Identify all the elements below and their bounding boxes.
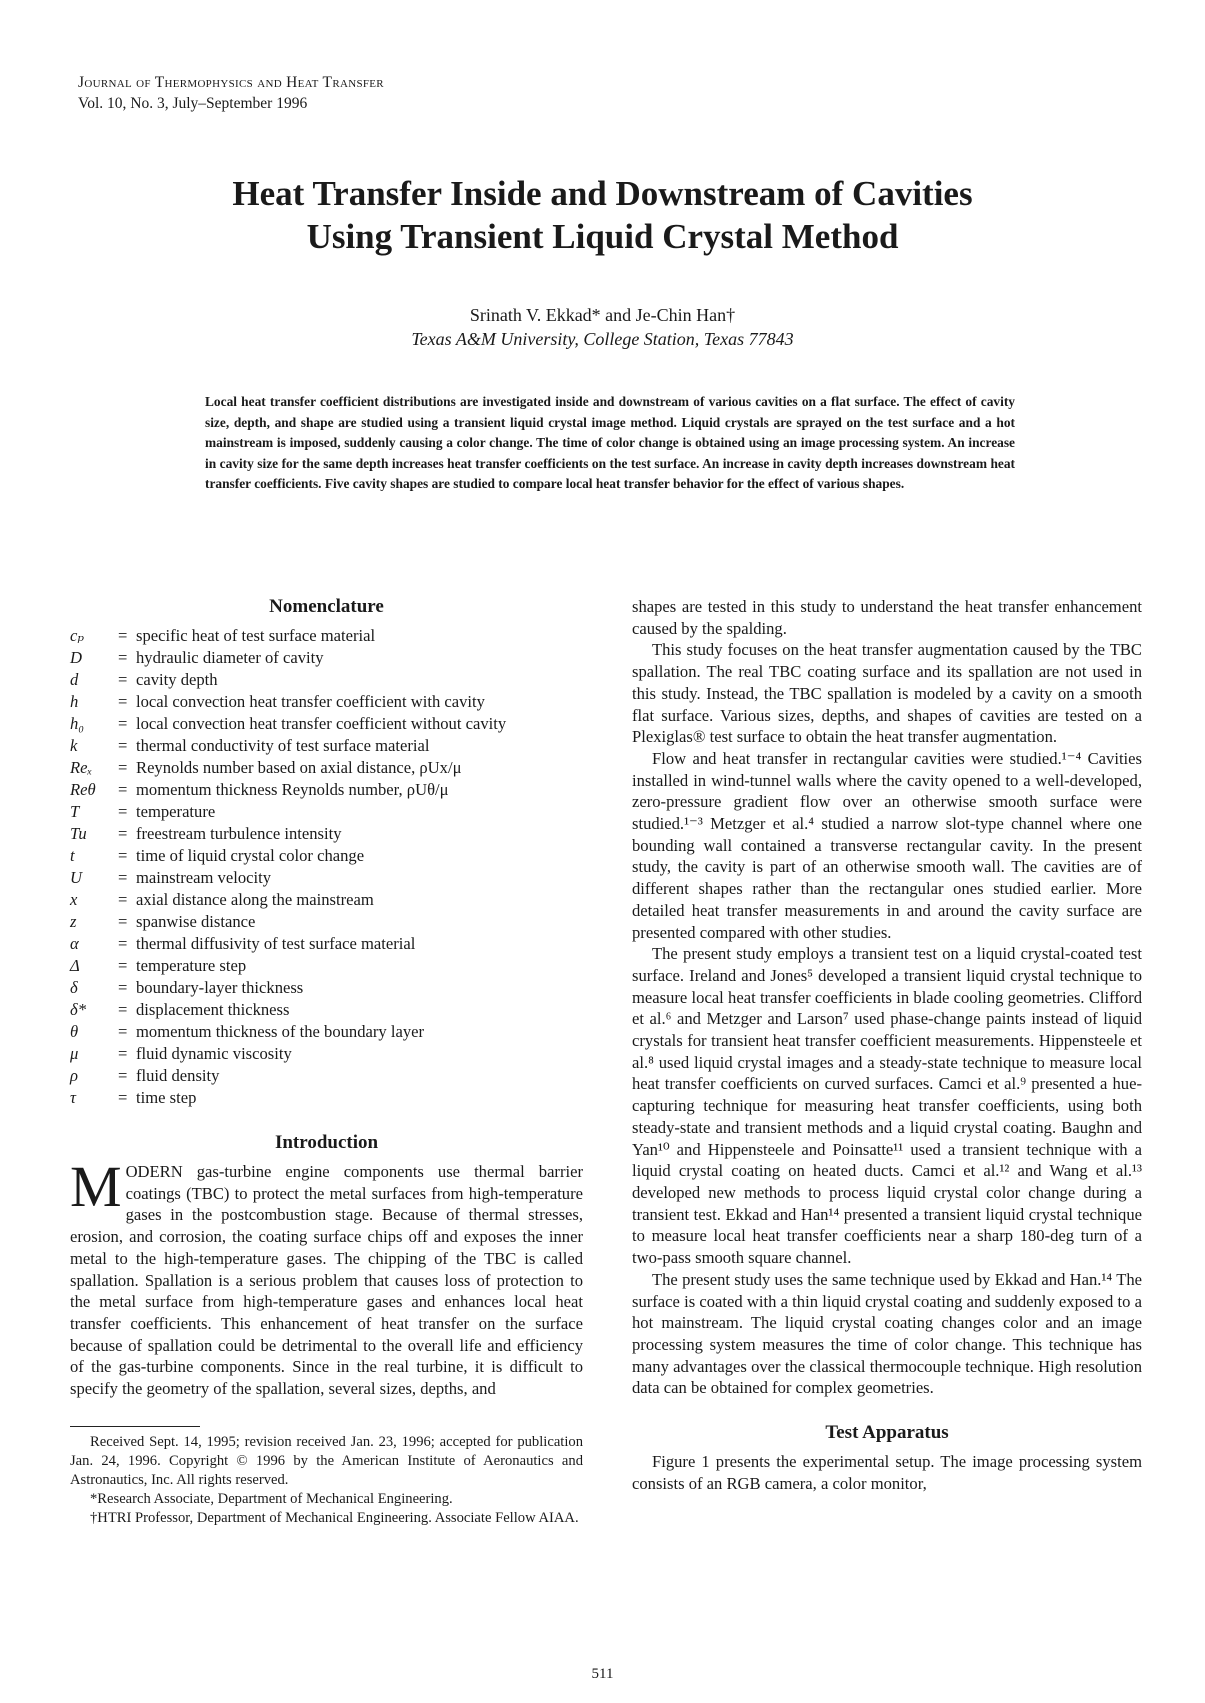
nomenclature-definition: momentum thickness Reynolds number, ρUθ/μ: [136, 780, 449, 799]
nomenclature-row: [70, 867, 583, 889]
introduction-paragraph: [70, 1154, 583, 1400]
abstract: Local heat transfer coefficient distributions are investigated inside and downstream of various cavities on a flat surface. The effect of cavity size, depth, and shape are studied using a transient liquid crystal image method. Liquid crystals are sprayed on the test surface and a hot mainstream is imposed, suddenly causing a color change. The time of color change is obtained using an image processing system. An increase in cavity size for the same depth increases heat transfer coefficients on the test surface. An increase in cavity depth increases downstream heat transfer coefficients. Five cavity shapes are studied to compare local heat transfer behavior for the effect of various shapes.: [205, 394, 1015, 491]
body-paragraph: The present study employs a transient test on a liquid crystal-coated test surface. Ireland and Jones⁵ developed a transient liquid crystal technique to measure local heat transfer coefficients in blade cooling geometries. Clifford et al.⁶ and Metzger and Larson⁷ used phase-change paints instead of liquid crystals for transient heat transfer coefficient measurements. Hippensteele et al.⁸ used liquid crystal images and a steady-state technique to measure local heat transfer coefficients on curved surfaces. Camci et al.⁹ presented a hue-capturing technique for measuring heat transfer coefficients, using both steady-state and transient methods and a liquid crystal coating. Baughn and Yan¹⁰ and Hippensteele and Poinsatte¹¹ used a transient technique with a liquid crystal coating on heated ducts. Camci et al.¹² and Wang et al.¹³ developed new methods to process liquid crystal color change during a transient test. Ekkad and Han¹⁴ presented a transient liquid crystal technique to measure local heat transfer coefficients near a sharp 180-deg turn of a two-pass smooth square channel.: [632, 944, 1142, 1268]
nomenclature-definition: local convection heat transfer coefficient with cavity: [136, 692, 485, 711]
nomenclature-row: [70, 845, 583, 867]
nomenclature-definition: time step: [136, 1088, 197, 1107]
nomenclature-definition: time of liquid crystal color change: [136, 846, 365, 865]
equals-sign: =: [118, 1022, 128, 1041]
equals-sign: =: [118, 780, 128, 799]
nomenclature-symbol: τ: [70, 1088, 76, 1107]
nomenclature-row: [70, 1087, 583, 1109]
nomenclature-row: [70, 713, 583, 735]
title-line-2: Using Transient Liquid Crystal Method: [306, 217, 899, 256]
nomenclature-symbol: Reₓ: [70, 758, 93, 777]
nomenclature-row: [70, 955, 583, 977]
nomenclature-row: [70, 911, 583, 933]
equals-sign: =: [118, 714, 128, 733]
nomenclature-symbol: D: [70, 648, 82, 667]
nomenclature-symbol: ρ: [70, 1066, 78, 1085]
nomenclature-symbol: Reθ: [70, 780, 96, 799]
nomenclature-definition: thermal diffusivity of test surface material: [136, 934, 416, 953]
nomenclature-definition: temperature: [136, 802, 216, 821]
footnote-rule: [70, 1426, 200, 1427]
nomenclature-definition: mainstream velocity: [136, 868, 272, 887]
nomenclature-symbol: T: [70, 802, 80, 821]
nomenclature-symbol: α: [70, 934, 79, 953]
footnote-author-1: *Research Associate, Department of Mechanical Engineering.: [90, 1490, 453, 1507]
nomenclature-row: [70, 1065, 583, 1087]
equals-sign: =: [118, 692, 128, 711]
equals-sign: =: [118, 1044, 128, 1063]
nomenclature-row: [70, 933, 583, 955]
equals-sign: =: [118, 868, 128, 887]
nomenclature-row: [70, 1043, 583, 1065]
nomenclature-symbol: d: [70, 670, 79, 689]
nomenclature-symbol: U: [70, 868, 82, 887]
nomenclature-definition: fluid density: [136, 1066, 220, 1085]
journal-issue: Vol. 10, No. 3, July–September 1996: [78, 95, 308, 112]
drop-cap: M: [70, 1154, 122, 1219]
nomenclature-heading: Nomenclature: [269, 596, 384, 617]
right-column: [632, 596, 1142, 1494]
nomenclature-row: [70, 757, 583, 779]
title-line-1: Heat Transfer Inside and Downstream of Cavities: [232, 174, 973, 213]
equals-sign: =: [118, 846, 128, 865]
nomenclature-row: [70, 669, 583, 691]
equals-sign: =: [118, 978, 128, 997]
nomenclature-symbol: μ: [70, 1044, 79, 1063]
nomenclature-row: [70, 647, 583, 669]
equals-sign: =: [118, 956, 128, 975]
equals-sign: =: [118, 736, 128, 755]
nomenclature-definition: Reynolds number based on axial distance, ρUx/μ: [136, 758, 462, 777]
nomenclature-definition: boundary-layer thickness: [136, 978, 304, 997]
equals-sign: =: [118, 1088, 128, 1107]
nomenclature-symbol: Tu: [70, 824, 87, 843]
nomenclature-definition: cavity depth: [136, 670, 218, 689]
nomenclature-symbol: Δ: [70, 956, 80, 975]
body-paragraph: The present study uses the same technique used by Ekkad and Han.¹⁴ The surface is coated with a thin liquid crystal coating and suddenly exposed to a hot mainstream. The liquid crystal coating changes color and an image processing system measures the time of color change. This technique has many advantages over the classical thermocouple technique. High resolution data can be obtained for complex geometries.: [632, 1269, 1142, 1398]
nomenclature-symbol: x: [70, 890, 78, 909]
nomenclature-definition: momentum thickness of the boundary layer: [136, 1022, 425, 1041]
nomenclature-definition: thermal conductivity of test surface material: [136, 736, 430, 755]
nomenclature-definition: specific heat of test surface material: [136, 626, 376, 645]
nomenclature-symbol: k: [70, 736, 78, 755]
nomenclature-definition: hydraulic diameter of cavity: [136, 648, 324, 667]
equals-sign: =: [118, 758, 128, 777]
journal-header: [78, 72, 384, 114]
body-paragraph: Flow and heat transfer in rectangular cavities were studied.¹⁻⁴ Cavities installed in wind-tunnel walls where the cavity opened to a well-developed, zero-pressure gradient flow over an otherwise smooth surface were studied.¹⁻³ Metzger et al.⁴ studied a narrow slot-type channel where one bounding wall contained a transverse rectangular cavity. In the present study, the cavity is part of an otherwise smooth wall. The cavities are of different shapes rather than the rectangular ones studied earlier. More detailed heat transfer measurements in and around the cavity surface are presented compared with other studies.: [632, 748, 1142, 942]
equals-sign: =: [118, 824, 128, 843]
journal-name: Journal of Thermophysics and Heat Transfer: [78, 74, 384, 91]
nomenclature-definition: freestream turbulence intensity: [136, 824, 342, 843]
page-number: 511: [591, 1666, 614, 1682]
nomenclature-symbol: z: [70, 912, 77, 931]
body-paragraph: shapes are tested in this study to understand the heat transfer enhancement caused by the spalding.: [632, 597, 1142, 638]
nomenclature-symbol: δ: [70, 978, 78, 997]
nomenclature-row: [70, 823, 583, 845]
equals-sign: =: [118, 648, 128, 667]
left-column: [70, 595, 583, 1528]
body-paragraph: This study focuses on the heat transfer augmentation caused by the TBC spallation. The real TBC coating surface and its spallation are not used in this study. Instead, the TBC spallation is modeled by a cavity on a smooth flat surface. Various sizes, depths, and shapes of cavities are tested on a Plexiglas® test surface to obtain the heat transfer augmentation.: [632, 640, 1142, 747]
nomenclature-row: [70, 801, 583, 823]
nomenclature-definition: axial distance along the mainstream: [136, 890, 374, 909]
nomenclature-symbol: h: [70, 692, 79, 711]
equals-sign: =: [118, 890, 128, 909]
nomenclature-list: [70, 625, 583, 1109]
nomenclature-row: [70, 889, 583, 911]
footnote-received: Received Sept. 14, 1995; revision received Jan. 23, 1996; accepted for publication Jan. 24, 1996. Copyright © 1996 by the American Institute of Aeronautics and Astronautics, Inc. All rights reserved.: [70, 1433, 583, 1488]
body-paragraph: Figure 1 presents the experimental setup. The image processing system consists of an RGB camera, a color monitor,: [632, 1452, 1142, 1493]
nomenclature-row: [70, 625, 583, 647]
nomenclature-row: [70, 999, 583, 1021]
author-affiliation: Texas A&M University, College Station, Texas 77843: [411, 329, 794, 349]
nomenclature-row: [70, 1021, 583, 1043]
equals-sign: =: [118, 912, 128, 931]
author-block: [0, 303, 1205, 351]
paper-title: [0, 172, 1205, 258]
equals-sign: =: [118, 1066, 128, 1085]
introduction-heading: Introduction: [274, 1132, 379, 1153]
equals-sign: =: [118, 1000, 128, 1019]
nomenclature-definition: temperature step: [136, 956, 247, 975]
nomenclature-symbol: cₚ: [70, 626, 85, 645]
equals-sign: =: [118, 802, 128, 821]
nomenclature-definition: fluid dynamic viscosity: [136, 1044, 292, 1063]
equals-sign: =: [118, 626, 128, 645]
nomenclature-symbol: δ*: [70, 1000, 87, 1019]
nomenclature-definition: spanwise distance: [136, 912, 256, 931]
nomenclature-row: [70, 735, 583, 757]
introduction-text: ODERN gas-turbine engine components use thermal barrier coatings (TBC) to protect the metal surfaces from high-temperature gases in the postcombustion stage. Because of thermal stresses, erosion, and corrosion, the coating surface chips off and exposes the inner metal to the high-temperature gases. The chipping of the TBC is called spallation. Spallation is a serious problem that causes loss of protection to the metal surface from high-temperature gases and enhances local heat transfer coefficients. This enhancement of heat transfer on the surface because of spallation could be detrimental to the overall life and efficiency of the gas-turbine components. Since in the real turbine, it is difficult to specify the geometry of the spallation, several sizes, depths, and: [70, 1162, 583, 1399]
nomenclature-definition: local convection heat transfer coefficient without cavity: [136, 714, 507, 733]
footnote-author-2: †HTRI Professor, Department of Mechanical Engineering. Associate Fellow AIAA.: [90, 1509, 579, 1526]
equals-sign: =: [118, 934, 128, 953]
nomenclature-symbol: h₀: [70, 714, 85, 733]
nomenclature-row: [70, 691, 583, 713]
test-apparatus-heading: Test Apparatus: [825, 1422, 949, 1444]
equals-sign: =: [118, 670, 128, 689]
nomenclature-row: [70, 977, 583, 999]
nomenclature-definition: displacement thickness: [136, 1000, 290, 1019]
nomenclature-symbol: θ: [70, 1022, 79, 1041]
nomenclature-row: [70, 779, 583, 801]
nomenclature-symbol: t: [70, 846, 75, 865]
author-names: Srinath V. Ekkad* and Je-Chin Han†: [469, 305, 736, 325]
